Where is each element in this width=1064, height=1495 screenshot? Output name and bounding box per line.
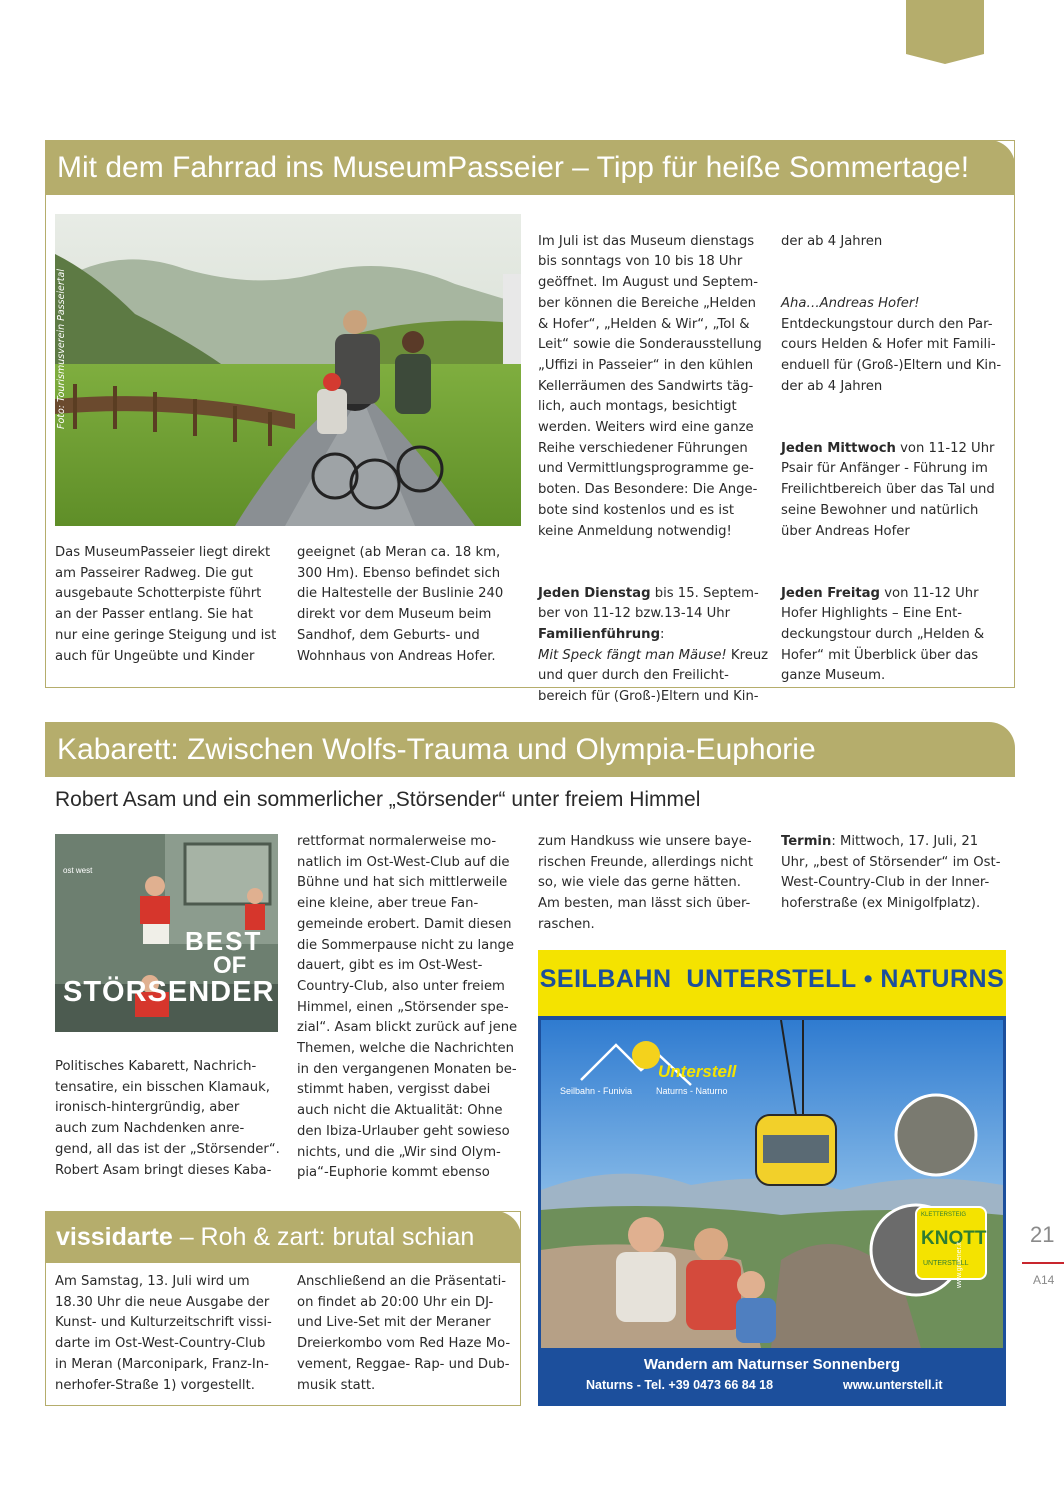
vissidarte-col-2: Anschließend an die Präsentati- on findet ab 20:00 Uhr ein DJ- und Live-Set mit der Meraner Dreierkombo vom Red Haze Mo- vement, Reggae- Rap- und Dub- musik statt. — [297, 1274, 511, 1393]
article-kabarett-subtitle: Robert Asam und ein sommerlicher „Störsender“ unter freiem Himmel — [55, 788, 701, 811]
knott-badge-text: KNOTT — [921, 1228, 987, 1249]
friday-entry — [781, 584, 1013, 688]
vissidarte-title-rest: – Roh & zart: brutal schian — [172, 1223, 475, 1251]
knott-badge-top: KLETTERSTEIG — [921, 1212, 967, 1218]
ad-side-url: www.gruener.it — [956, 1242, 963, 1288]
vissidarte-col-1: Am Samstag, 13. Juli wird um 18.30 Uhr die neue Ausgabe der Kunst- und Kulturzeitschrift vissi- darte im Ost-West-Country-Club in Meran (Marconipark, Franz-In- nerhofer-Straße 1) vorgestellt. — [55, 1274, 272, 1393]
family-colon: : — [660, 627, 665, 643]
aha-entry — [781, 294, 1013, 398]
tuesday-text: bis 15. Septem- ber von 11-12 bzw.13-14 Uhr — [538, 585, 759, 622]
ad-headline: SEILBAHN UNTERSTELL • NATURNS — [539, 965, 1005, 993]
poster-stoersender: STÖRSENDER — [63, 976, 275, 1008]
tuesday-entry — [538, 584, 770, 708]
friday-text: von 11-12 Uhr Hofer Highlights – Eine Ent- deckungstour durch „Helden & Hofer“ mit Überblick über das ganze Museum. — [781, 585, 985, 684]
knott-badge-bottom: UNTERSTELL — [923, 1260, 969, 1267]
page-code: A14 — [1033, 1273, 1055, 1287]
friday-label: Jeden Freitag — [781, 585, 880, 601]
museum-col-2: geeignet (ab Meran ca. 18 km, 300 Hm). Ebenso befindet sich die Haltestelle der Buslinie 240 direkt vor dem Museum beim Sandhof, dem Geburts- und Wohnhaus von Andreas Hofer. — [297, 545, 504, 664]
termin-text: : Mittwoch, 17. Juli, 21 Uhr, „best of Störsender“ im Ost- West-Country-Club in der Inner- hoferstraße (ex Minigolfplatz). — [781, 834, 1001, 912]
museum-col-1: Das MuseumPasseier liegt direkt am Passeirer Radweg. Die gut ausgebaute Schotterpiste führt an der Passer entlang. Sie hat nur eine geringe Steigung und ist auch für Ungeübte und Kinder — [55, 545, 277, 664]
ad-photo — [541, 1020, 1003, 1348]
termin-label: Termin — [781, 834, 832, 849]
section-tab — [906, 0, 984, 64]
ad-footer-url[interactable]: www.unterstell.it — [843, 1378, 943, 1392]
aha-text: Entdeckungstour durch den Par- cours Helden & Hofer mit Famili- enduell für (Groß-)Eltern und Kin- der ab 4 Jahren — [781, 316, 1002, 394]
aha-title: Aha…Andreas Hofer! — [781, 295, 920, 311]
cyclists-photo-graphic — [55, 214, 521, 526]
knott-badge — [915, 1206, 987, 1280]
kabarett-col-4 — [781, 832, 1013, 915]
ad-footer-contact: Naturns - Tel. +39 0473 66 84 18 — [586, 1378, 774, 1392]
article-vissidarte-title — [45, 1211, 521, 1263]
kabarett-col-2: rettformat normalerweise mo- natlich im Ost-West-Club auf die Bühne und hat sich mittlerweile eine kleine, aber treue Fan- gemeinde erobert. Damit diesen die Sommerpause nicht zu lange dauert, gibt es im Ost-West- Country-Club, also unter freiem Himmel, einen „Störsender spe- zial“. Asam blickt zurück auf jene Themen, welche die Nachrichten in den vergangenen Monaten be- stimmt haben, vergisst dabei auch nicht die Aktualität: Ohne den Ibiza-Urlauber geht sowieso nichts, und die „Wir sind Olym- pia“-Euphorie kommt ebenso — [297, 834, 518, 1181]
cyclists-photo — [55, 214, 521, 526]
poster-of: OF — [213, 952, 247, 979]
ad-logo-sub1: Seilbahn - Funivia — [560, 1086, 633, 1096]
photo-credit: Foto: Tourismusverein Passeiertal — [56, 269, 67, 429]
age-text: der ab 4 Jahren — [781, 233, 883, 249]
tuesday-label: Jeden Dienstag — [538, 585, 651, 601]
poster-logo: ost west — [63, 866, 93, 875]
article-museum-title: Mit dem Fahrrad ins MuseumPasseier – Tipp für heiße Sommertage! — [45, 140, 1015, 195]
speck-text: Kreuz und quer durch den Freilicht- bereich für (Groß-)Eltern und Kin- — [538, 647, 769, 705]
page-number: 21 — [1030, 1222, 1055, 1247]
page-number-rule — [1022, 1262, 1064, 1264]
wednesday-label: Jeden Mittwoch — [781, 440, 896, 456]
ad-logo-sub2: Naturns - Naturno — [656, 1086, 728, 1096]
museum-hours-text: Im Juli ist das Museum dienstags bis sonntags von 10 bis 18 Uhr geöffnet. Im August und Septem- ber können die Bereiche „Helden & Hofer“, „Helden & Wir“, „Tol & Leit“ sowie die Sonderausstellung „Uffizi in Passeier“ in den kühlen Kellerräumen des Sandwirts täg- lich, auch montags, besichtigt werden. Weiters wird eine ganze Reihe verschiedener Führungen und Vermittlungsprogramme ge- boten. Das Besondere: Die Ange- bote sind kostenlos und es ist keine Anmeldung notwendig! — [538, 233, 762, 539]
speck-title: Mit Speck fängt man Mäuse! — [538, 647, 727, 663]
stoersender-poster — [55, 834, 278, 1032]
kabarett-col-3: zum Handkuss wie unsere baye- rischen Freunde, allerdings nicht so, wie viele das gerne hätten. Am besten, man lässt sich über- raschen. — [538, 834, 754, 932]
ad-footer-title: Wandern am Naturnser Sonnenberg — [643, 1356, 901, 1373]
vissidarte-title-bold: vissidarte — [56, 1223, 173, 1251]
museum-col-4 — [781, 211, 1013, 770]
wednesday-entry — [781, 439, 1013, 543]
family-label: Familienführung — [538, 627, 661, 643]
ad-logo-name: Unterstell — [658, 1062, 737, 1081]
museum-col-3 — [538, 211, 770, 729]
poster-best: BEST — [185, 926, 263, 956]
article-kabarett-title: Kabarett: Zwischen Wolfs-Trauma und Olympia-Euphorie — [45, 722, 1015, 777]
kabarett-col-1: Politisches Kabarett, Nachrich- tensatire, ein bisschen Klamauk, ironisch-hintergründig, aber auch zum Nachdenken anre- gend, all das ist der „Störsender“. Robert Asam bringt dieses Kaba- — [55, 1059, 280, 1178]
wednesday-text: von 11-12 Uhr Psair für Anfänger - Führung im Freilichtbereich über das Tal und seine Bewohner und natürlich über Andreas Hofer — [781, 440, 995, 539]
unterstell-ad[interactable] — [538, 950, 1006, 1406]
